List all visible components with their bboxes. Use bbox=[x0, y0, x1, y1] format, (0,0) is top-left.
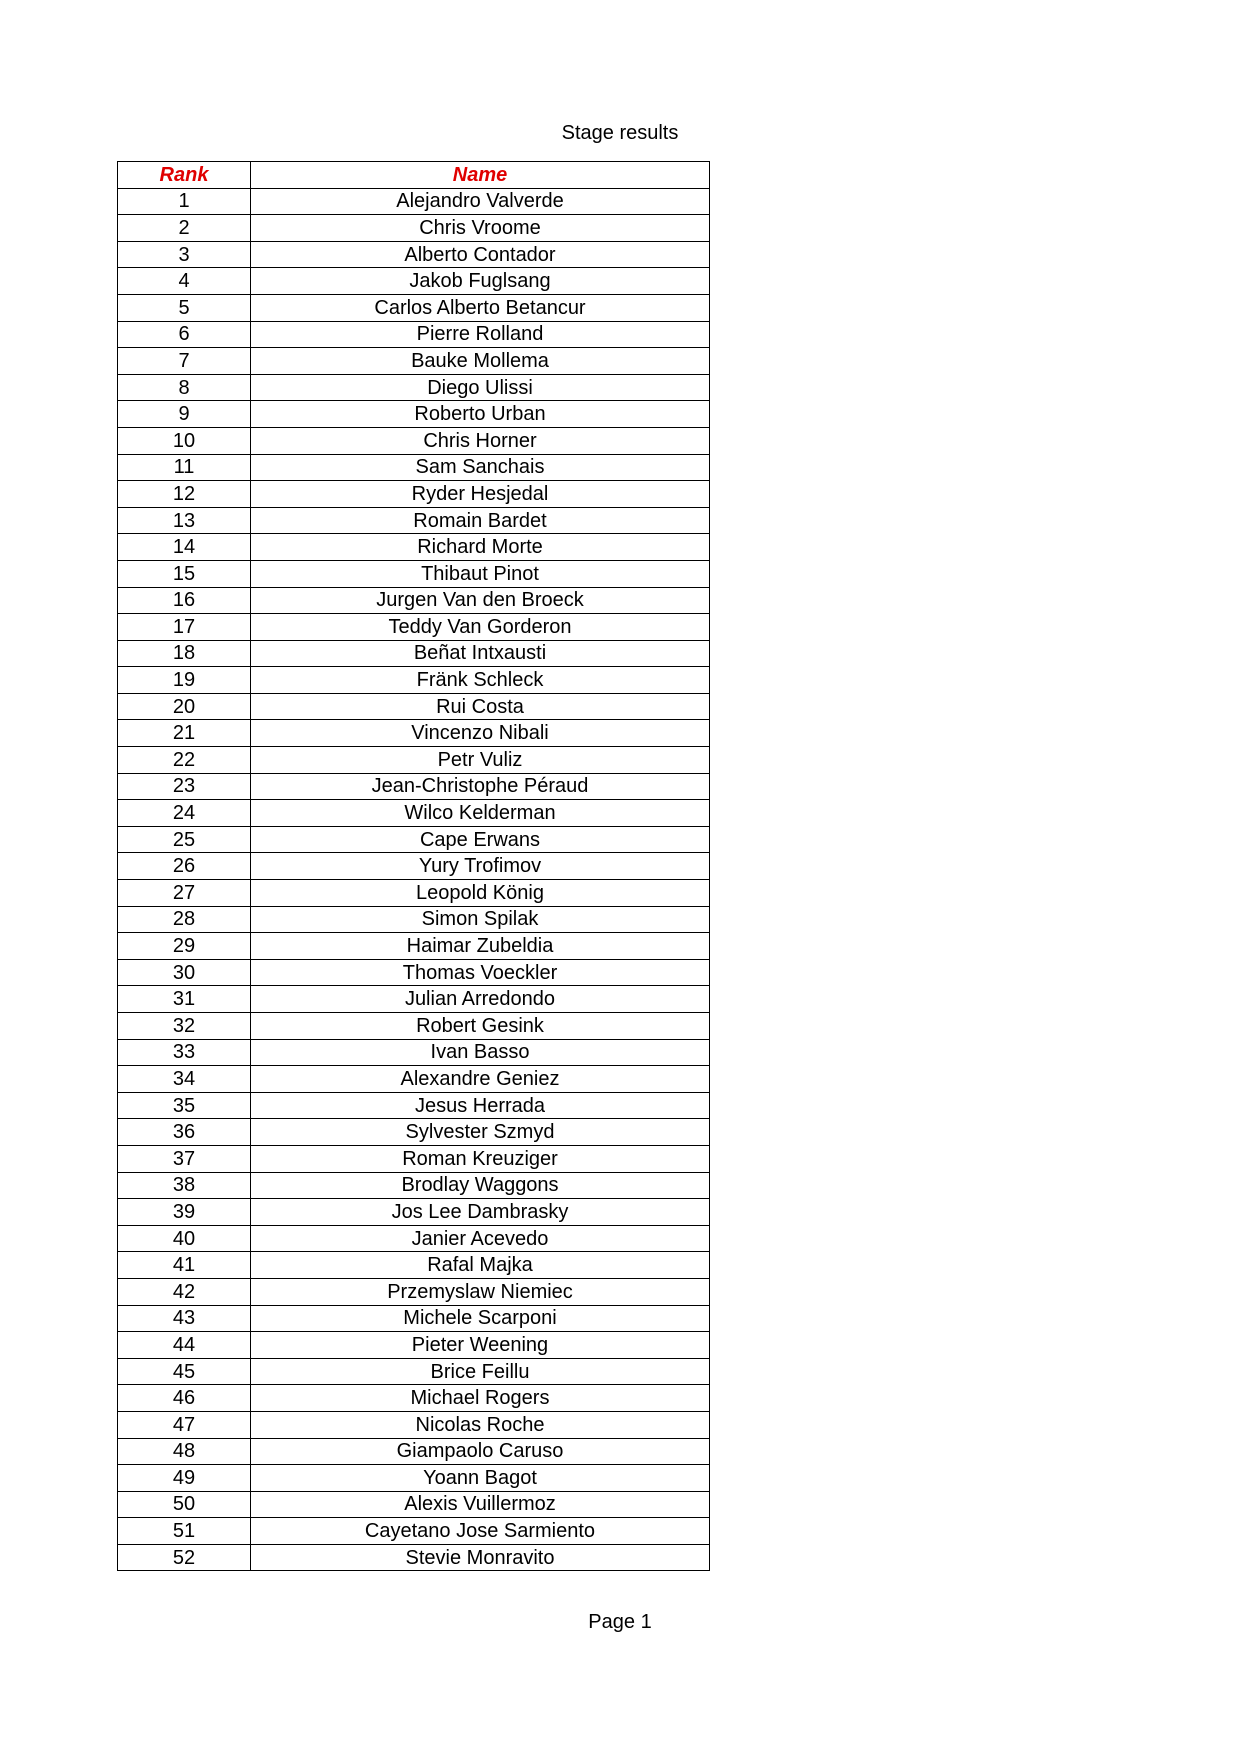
table-row bbox=[118, 1199, 710, 1226]
rank-cell: 41 bbox=[118, 1252, 251, 1279]
rider-name-cell: Stevie Monravito bbox=[251, 1544, 710, 1571]
rank-cell: 21 bbox=[118, 720, 251, 747]
table-row bbox=[118, 667, 710, 694]
rider-name-cell: Przemyslaw Niemiec bbox=[251, 1278, 710, 1305]
rank-cell: 38 bbox=[118, 1172, 251, 1199]
rider-name-cell: Jakob Fuglsang bbox=[251, 268, 710, 295]
rank-cell: 8 bbox=[118, 374, 251, 401]
rider-name-cell: Jos Lee Dambrasky bbox=[251, 1199, 710, 1226]
rank-cell: 43 bbox=[118, 1305, 251, 1332]
table-row bbox=[118, 880, 710, 907]
page-title: Stage results bbox=[561, 122, 679, 144]
name-column-header: Name bbox=[251, 162, 710, 189]
table-row bbox=[118, 1438, 710, 1465]
table-row bbox=[118, 1145, 710, 1172]
table-row bbox=[118, 693, 710, 720]
rank-cell: 23 bbox=[118, 773, 251, 800]
rider-name-cell: Yury Trofimov bbox=[251, 853, 710, 880]
results-body bbox=[118, 188, 710, 1571]
rider-name-cell: Alexandre Geniez bbox=[251, 1066, 710, 1093]
rider-name-cell: Beñat Intxausti bbox=[251, 640, 710, 667]
rider-name-cell: Leopold König bbox=[251, 880, 710, 907]
rank-cell: 31 bbox=[118, 986, 251, 1013]
rank-cell: 44 bbox=[118, 1332, 251, 1359]
rank-cell: 34 bbox=[118, 1066, 251, 1093]
table-row bbox=[118, 1119, 710, 1146]
rank-cell: 30 bbox=[118, 959, 251, 986]
table-row bbox=[118, 853, 710, 880]
rank-cell: 15 bbox=[118, 560, 251, 587]
table-row bbox=[118, 959, 710, 986]
rank-cell: 42 bbox=[118, 1278, 251, 1305]
rider-name-cell: Julian Arredondo bbox=[251, 986, 710, 1013]
rank-cell: 17 bbox=[118, 614, 251, 641]
rider-name-cell: Carlos Alberto Betancur bbox=[251, 294, 710, 321]
rank-cell: 36 bbox=[118, 1119, 251, 1146]
rider-name-cell: Alberto Contador bbox=[251, 241, 710, 268]
rank-cell: 49 bbox=[118, 1465, 251, 1492]
rider-name-cell: Roman Kreuziger bbox=[251, 1145, 710, 1172]
rider-name-cell: Chris Horner bbox=[251, 427, 710, 454]
table-row bbox=[118, 587, 710, 614]
table-row bbox=[118, 747, 710, 774]
table-row bbox=[118, 1172, 710, 1199]
table-row bbox=[118, 906, 710, 933]
rank-cell: 10 bbox=[118, 427, 251, 454]
rider-name-cell: Sam Sanchais bbox=[251, 454, 710, 481]
table-row bbox=[118, 1305, 710, 1332]
table-row bbox=[118, 773, 710, 800]
rider-name-cell: Roberto Urban bbox=[251, 401, 710, 428]
rank-cell: 25 bbox=[118, 826, 251, 853]
rank-cell: 3 bbox=[118, 241, 251, 268]
table-row bbox=[118, 1544, 710, 1571]
table-row bbox=[118, 1066, 710, 1093]
rider-name-cell: Brodlay Waggons bbox=[251, 1172, 710, 1199]
rank-cell: 48 bbox=[118, 1438, 251, 1465]
table-row bbox=[118, 1411, 710, 1438]
table-row bbox=[118, 1465, 710, 1492]
rank-cell: 1 bbox=[118, 188, 251, 215]
rider-name-cell: Vincenzo Nibali bbox=[251, 720, 710, 747]
rider-name-cell: Simon Spilak bbox=[251, 906, 710, 933]
table-row bbox=[118, 1385, 710, 1412]
rider-name-cell: Cape Erwans bbox=[251, 826, 710, 853]
rank-cell: 37 bbox=[118, 1145, 251, 1172]
rank-cell: 46 bbox=[118, 1385, 251, 1412]
rank-column-header: Rank bbox=[118, 162, 251, 189]
table-row bbox=[118, 294, 710, 321]
rider-name-cell: Jurgen Van den Broeck bbox=[251, 587, 710, 614]
table-row bbox=[118, 481, 710, 508]
rank-cell: 9 bbox=[118, 401, 251, 428]
rank-cell: 20 bbox=[118, 693, 251, 720]
table-row bbox=[118, 507, 710, 534]
rider-name-cell: Rafal Majka bbox=[251, 1252, 710, 1279]
rider-name-cell: Thibaut Pinot bbox=[251, 560, 710, 587]
results-table bbox=[117, 161, 710, 1571]
table-row bbox=[118, 1358, 710, 1385]
table-row bbox=[118, 215, 710, 242]
rider-name-cell: Pieter Weening bbox=[251, 1332, 710, 1359]
rank-cell: 32 bbox=[118, 1013, 251, 1040]
table-row bbox=[118, 321, 710, 348]
rank-cell: 6 bbox=[118, 321, 251, 348]
rank-cell: 22 bbox=[118, 747, 251, 774]
table-row bbox=[118, 640, 710, 667]
table-row bbox=[118, 427, 710, 454]
rider-name-cell: Ryder Hesjedal bbox=[251, 481, 710, 508]
table-row bbox=[118, 241, 710, 268]
rank-cell: 35 bbox=[118, 1092, 251, 1119]
table-row bbox=[118, 1278, 710, 1305]
rank-cell: 29 bbox=[118, 933, 251, 960]
table-header-row bbox=[118, 162, 710, 189]
table-row bbox=[118, 826, 710, 853]
rider-name-cell: Teddy Van Gorderon bbox=[251, 614, 710, 641]
rider-name-cell: Richard Morte bbox=[251, 534, 710, 561]
table-row bbox=[118, 268, 710, 295]
table-row bbox=[118, 374, 710, 401]
rank-cell: 7 bbox=[118, 348, 251, 375]
table-row bbox=[118, 454, 710, 481]
rank-cell: 33 bbox=[118, 1039, 251, 1066]
table-row bbox=[118, 1518, 710, 1545]
rider-name-cell: Alexis Vuillermoz bbox=[251, 1491, 710, 1518]
rider-name-cell: Haimar Zubeldia bbox=[251, 933, 710, 960]
rider-name-cell: Diego Ulissi bbox=[251, 374, 710, 401]
rider-name-cell: Sylvester Szmyd bbox=[251, 1119, 710, 1146]
rider-name-cell: Yoann Bagot bbox=[251, 1465, 710, 1492]
rider-name-cell: Giampaolo Caruso bbox=[251, 1438, 710, 1465]
rank-cell: 11 bbox=[118, 454, 251, 481]
rank-cell: 24 bbox=[118, 800, 251, 827]
rank-cell: 4 bbox=[118, 268, 251, 295]
rank-cell: 39 bbox=[118, 1199, 251, 1226]
rider-name-cell: Chris Vroome bbox=[251, 215, 710, 242]
table-row bbox=[118, 1092, 710, 1119]
rider-name-cell: Jesus Herrada bbox=[251, 1092, 710, 1119]
rider-name-cell: Janier Acevedo bbox=[251, 1225, 710, 1252]
rider-name-cell: Robert Gesink bbox=[251, 1013, 710, 1040]
rider-name-cell: Fränk Schleck bbox=[251, 667, 710, 694]
table-row bbox=[118, 986, 710, 1013]
rank-cell: 27 bbox=[118, 880, 251, 907]
table-row bbox=[118, 1332, 710, 1359]
rider-name-cell: Rui Costa bbox=[251, 693, 710, 720]
rider-name-cell: Michele Scarponi bbox=[251, 1305, 710, 1332]
rider-name-cell: Cayetano Jose Sarmiento bbox=[251, 1518, 710, 1545]
rider-name-cell: Wilco Kelderman bbox=[251, 800, 710, 827]
table-row bbox=[118, 1225, 710, 1252]
rank-cell: 40 bbox=[118, 1225, 251, 1252]
rank-cell: 19 bbox=[118, 667, 251, 694]
table-row bbox=[118, 188, 710, 215]
rider-name-cell: Nicolas Roche bbox=[251, 1411, 710, 1438]
rider-name-cell: Bauke Mollema bbox=[251, 348, 710, 375]
table-row bbox=[118, 348, 710, 375]
rank-cell: 16 bbox=[118, 587, 251, 614]
rider-name-cell: Michael Rogers bbox=[251, 1385, 710, 1412]
table-row bbox=[118, 933, 710, 960]
table-row bbox=[118, 1491, 710, 1518]
rider-name-cell: Pierre Rolland bbox=[251, 321, 710, 348]
table-row bbox=[118, 800, 710, 827]
rank-cell: 14 bbox=[118, 534, 251, 561]
rank-cell: 2 bbox=[118, 215, 251, 242]
table-row bbox=[118, 1013, 710, 1040]
rider-name-cell: Petr Vuliz bbox=[251, 747, 710, 774]
table-row bbox=[118, 720, 710, 747]
rider-name-cell: Ivan Basso bbox=[251, 1039, 710, 1066]
rank-cell: 18 bbox=[118, 640, 251, 667]
table-row bbox=[118, 1039, 710, 1066]
rank-cell: 52 bbox=[118, 1544, 251, 1571]
rank-cell: 26 bbox=[118, 853, 251, 880]
page-number: Page 1 bbox=[588, 1611, 652, 1633]
rider-name-cell: Alejandro Valverde bbox=[251, 188, 710, 215]
rider-name-cell: Brice Feillu bbox=[251, 1358, 710, 1385]
table-row bbox=[118, 614, 710, 641]
rank-cell: 28 bbox=[118, 906, 251, 933]
rank-cell: 50 bbox=[118, 1491, 251, 1518]
rank-cell: 45 bbox=[118, 1358, 251, 1385]
table-row bbox=[118, 401, 710, 428]
table-row bbox=[118, 1252, 710, 1279]
rank-cell: 13 bbox=[118, 507, 251, 534]
rider-name-cell: Romain Bardet bbox=[251, 507, 710, 534]
rank-cell: 51 bbox=[118, 1518, 251, 1545]
rank-cell: 5 bbox=[118, 294, 251, 321]
rank-cell: 47 bbox=[118, 1411, 251, 1438]
rank-cell: 12 bbox=[118, 481, 251, 508]
table-row bbox=[118, 560, 710, 587]
rider-name-cell: Thomas Voeckler bbox=[251, 959, 710, 986]
table-row bbox=[118, 534, 710, 561]
rider-name-cell: Jean-Christophe Péraud bbox=[251, 773, 710, 800]
